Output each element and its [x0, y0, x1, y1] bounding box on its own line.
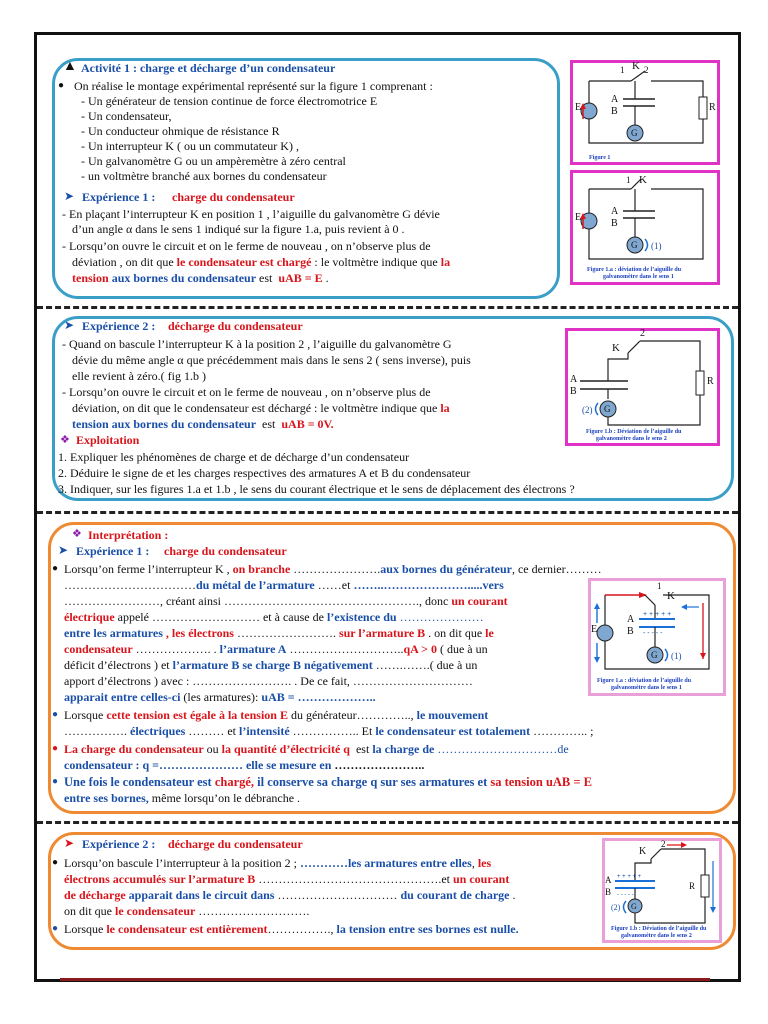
- list-item: - Un interrupteur K ( ou un commutateur K) ,: [81, 139, 299, 153]
- resistor-label: R: [709, 102, 716, 113]
- intro-text: On réalise le montage expérimental représenté sur la figure 1 comprenant :: [74, 79, 433, 93]
- paragraph-line: électrique appelé ……………………… et à cause de l’existence du …………………: [64, 610, 484, 624]
- paragraph-line: La charge du condensateur ou la quantité d’électricité q est la charge de …………………………de: [64, 742, 569, 756]
- direction-label: (2): [611, 903, 621, 912]
- paragraph-line: Lorsqu’on bascule l’interrupteur à la position 2 ; …………les armatures entre elles, les: [64, 856, 492, 870]
- bullet-icon: ●: [52, 776, 59, 787]
- paragraph-line: - En plaçant l’interrupteur K en position 1 , l’aiguille du galvanomètre G dévie: [62, 207, 440, 221]
- plate-b-label: B: [570, 386, 577, 397]
- generator-label: E: [591, 624, 598, 635]
- switch-label: K: [632, 60, 640, 72]
- figure-caption: Figure 1.a : déviation de l’aiguille du: [597, 678, 692, 684]
- activity-icon: ▲: [63, 59, 77, 74]
- bullet-icon: ●: [52, 563, 59, 574]
- generator-label: E: [575, 102, 582, 113]
- galvanometer-label: G: [604, 404, 611, 414]
- paragraph-line: de décharge apparait dans le circuit dans ………………………… du courant de charge .: [64, 888, 516, 902]
- figure-caption: Figure 1.b : Déviation de l’aiguille du: [586, 429, 682, 435]
- switch-label: K: [667, 590, 675, 602]
- figure-1a-interpretation: [588, 578, 726, 696]
- paragraph-line: - Lorsqu’on ouvre le circuit et on le ferme de nouveau , on n’observe plus de: [62, 239, 431, 253]
- switch-label: K: [612, 342, 620, 354]
- list-item: - Un condensateur,: [81, 109, 172, 123]
- galvanometer-label: G: [631, 240, 638, 250]
- question: 3. Indiquer, sur les figures 1.a et 1.b , le sens du courant électrique et le sens de déplacement des électrons ?: [58, 482, 575, 496]
- plate-b-label: B: [611, 106, 618, 117]
- paragraph-line: tension aux bornes du condensateur est uAB = 0V.: [72, 417, 334, 431]
- switch-position-label: 1: [626, 175, 631, 185]
- figure-1a: [570, 170, 720, 285]
- paragraph-line: apport d’électrons ) avec : ……………………. . De ce fait, …………………………: [64, 674, 473, 688]
- paragraph-line: tension aux bornes du condensateur est uAB = E .: [72, 271, 329, 285]
- plate-b-label: B: [627, 626, 634, 637]
- figure-caption: Figure 1: [589, 155, 611, 161]
- bullet-icon: ●: [52, 709, 59, 720]
- generator-label: E: [575, 212, 582, 223]
- paragraph-line: Une fois le condensateur est chargé, il conserve sa charge q sur ses armatures et sa tension uAB = E: [64, 775, 592, 789]
- paragraph-line: dévie du même angle α que précédemment mais dans le sens 2 ( sens inverse), puis: [72, 353, 471, 367]
- plate-a-label: A: [570, 374, 578, 385]
- plate-b-label: B: [605, 887, 612, 897]
- figure-caption: galvanomètre dans le sens 1: [603, 274, 674, 280]
- bullet-icon: ●: [52, 857, 59, 868]
- experiment-label: Expérience 1 :: [76, 544, 150, 558]
- figure-1b-interpretation: [602, 838, 722, 943]
- paragraph-line: ……………………, créant ainsi …………………………………………., donc un courant: [64, 594, 508, 608]
- paragraph-line: ……………………………du métal de l’armature ……et ……..………………….....vers: [64, 578, 504, 592]
- figure-caption: Figure 1.a : déviation de l’aiguille du: [587, 267, 682, 273]
- experiment-title: décharge du condensateur: [168, 319, 303, 333]
- paragraph-line: électrons accumulés sur l’armature B ……………………………………….et un courant: [64, 872, 510, 886]
- experiment-title: charge du condensateur: [164, 544, 287, 558]
- paragraph-line: condensateur ………………. . l’armature A ………………………..qA > 0 ( due à un: [64, 642, 488, 656]
- switch-label: K: [639, 846, 647, 857]
- sparkle-icon: ❖: [60, 434, 70, 446]
- paragraph-line: condensateur : q =………………… elle se mesure en …………………..: [64, 758, 425, 772]
- galvanometer-label: G: [631, 902, 637, 911]
- question: 1. Expliquer les phénomènes de charge et de décharge d’un condensateur: [58, 450, 410, 464]
- galvanometer-label: G: [631, 128, 638, 138]
- plate-a-label: A: [611, 206, 619, 217]
- svg-text:- - - - -: - - - - -: [643, 630, 663, 637]
- plate-a-label: A: [627, 614, 635, 625]
- exploitation-title: Exploitation: [76, 433, 140, 447]
- svg-text:- - - - -: - - - - -: [617, 892, 634, 898]
- arrow-icon: ➤: [64, 318, 75, 332]
- paragraph-line: on dit que le condensateur ……………………….: [64, 904, 310, 918]
- paragraph-line: d’un angle α dans le sens 1 indiqué sur la figure 1.a, puis revient à 0 .: [72, 222, 405, 236]
- paragraph-line: apparait entre celles-ci (les armatures): uAB = ………………..: [64, 690, 376, 704]
- section-separator: [37, 821, 738, 824]
- list-item: - Un galvanomètre G ou un ampèremètre à zéro central: [81, 154, 346, 168]
- interpretation-title: Interprétation :: [88, 528, 169, 542]
- svg-text:+ + + + +: + + + + +: [617, 874, 642, 880]
- sparkle-icon: ❖: [72, 528, 82, 540]
- arrow-icon: ➤: [64, 189, 75, 203]
- plate-a-label: A: [605, 875, 612, 885]
- figure-caption: galvanomètre dans le sens 1: [611, 685, 682, 691]
- direction-label: (2): [582, 405, 593, 415]
- plate-a-label: A: [611, 94, 619, 105]
- bullet-icon: ●: [58, 80, 65, 91]
- paragraph-line: Lorsque le condensateur est entièrement……………., la tension entre ses bornes est nulle.: [64, 922, 519, 936]
- paragraph-line: entre les armatures , les électrons ……………………. sur l’armature B . on dit que le: [64, 626, 494, 640]
- activity-title: Activité 1 : charge et décharge d’un condensateur: [81, 61, 336, 75]
- experiment-title: décharge du condensateur: [168, 837, 303, 851]
- experiment-title: charge du condensateur: [172, 190, 295, 204]
- experiment-label: Expérience 2 :: [82, 837, 156, 851]
- experiment-label: Expérience 1 :: [82, 190, 156, 204]
- paragraph-line: - Quand on bascule l’interrupteur K à la position 2 , l’aiguille du galvanomètre G: [62, 337, 452, 351]
- plate-b-label: B: [611, 218, 618, 229]
- figure-caption: galvanomètre dans le sens 2: [596, 436, 667, 442]
- bullet-icon: ●: [52, 923, 59, 934]
- switch-position-label: 2: [661, 839, 666, 849]
- paragraph-line: Lorsqu’on ferme l’interrupteur K , on branche ………………….aux bornes du générateur, ce dernier………: [64, 562, 602, 576]
- direction-label: (1): [671, 651, 682, 661]
- section-separator: [37, 511, 738, 514]
- switch-position-label: 2: [640, 328, 645, 339]
- switch-position-label: 2: [644, 65, 649, 75]
- arrow-icon: ➤: [58, 543, 69, 557]
- figure-1: [570, 60, 720, 165]
- paragraph-line: déviation, on dit que le condensateur est déchargé : le voltmètre indique que la: [72, 401, 450, 415]
- switch-label: K: [639, 174, 647, 186]
- switch-position-label: 1: [620, 65, 625, 75]
- paragraph-line: - Lorsqu’on ouvre le circuit et on le ferme de nouveau , on n’observe plus de: [62, 385, 431, 399]
- list-item: - un voltmètre branché aux bornes du condensateur: [81, 169, 327, 183]
- figure-caption: Figure 1.b : Déviation de l’aiguille du: [611, 926, 707, 932]
- list-item: - Un conducteur ohmique de résistance R: [81, 124, 280, 138]
- switch-position-label: 1: [657, 581, 662, 591]
- figure-caption: galvanomètre dans le sens 2: [621, 933, 692, 939]
- section-separator: [37, 306, 738, 309]
- resistor-label: R: [707, 376, 714, 387]
- experiment-label: Expérience 2 :: [82, 319, 156, 333]
- direction-label: (1): [651, 241, 662, 251]
- paragraph-line: Lorsque cette tension est égale à la tension E du générateur………….., le mouvement: [64, 708, 489, 722]
- figure-1b: [565, 328, 720, 446]
- paragraph-line: elle revient à zéro.( fig 1.b ): [72, 369, 206, 383]
- bullet-icon: ●: [52, 743, 59, 754]
- paragraph-line: déviation , on dit que le condensateur est chargé : le voltmètre indique que la: [72, 255, 451, 269]
- paragraph-line: déficit d’électrons ) et l’armature B se charge B négativement …….…….( due à un: [64, 658, 478, 672]
- list-item: - Un générateur de tension continue de force électromotrice E: [81, 94, 378, 108]
- resistor-label: R: [689, 881, 696, 891]
- question: 2. Déduire le signe de et les charges respectives des armatures A et B du condensateur: [58, 466, 471, 480]
- galvanometer-label: G: [651, 650, 658, 660]
- paragraph-line: entre ses bornes, même lorsqu’on le débranche .: [64, 791, 301, 805]
- svg-text:+ + + + +: + + + + +: [643, 611, 672, 618]
- paragraph-line: ……………. électriques ……… et l’intensité …………….. Et le condensateur est totalement ………….. ;: [64, 724, 594, 738]
- arrow-icon: ➤: [64, 836, 75, 850]
- bottom-rule: [60, 978, 710, 981]
